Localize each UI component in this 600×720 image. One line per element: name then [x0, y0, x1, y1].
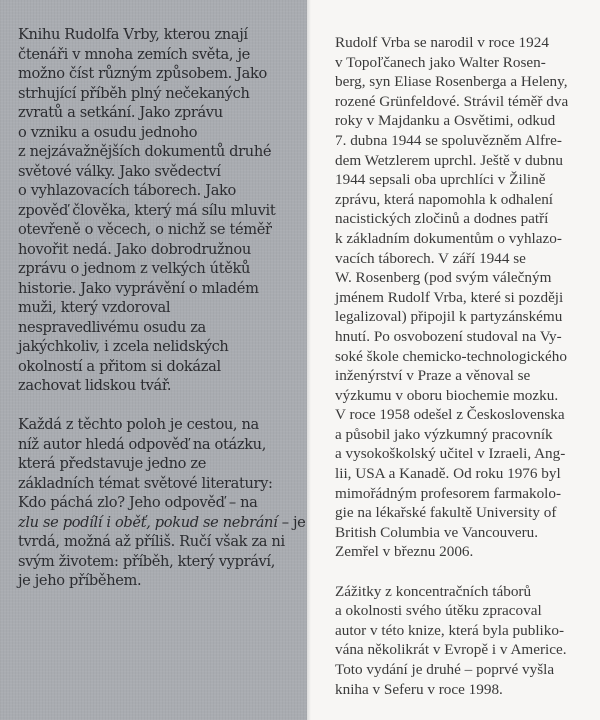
page-edge-divider: [307, 0, 311, 720]
text-line: gie na lékařské fakultě University of: [335, 504, 557, 522]
text-line: W. Rosenberg (pod svým válečným: [335, 269, 552, 287]
text-line: níž autor hledá odpověď na otázku,: [18, 435, 267, 453]
text-line: Zemřel v březnu 2006.: [335, 543, 474, 561]
text-line: nacistických zločinů a dodnes patří: [335, 210, 549, 228]
biography-paragraph-1: [335, 33, 600, 562]
text-line: k základním dokumentům o vyhlazo-: [335, 229, 562, 247]
text-line: Rudolf Vrba se narodil v roce 1924: [335, 34, 549, 51]
italic-quote: zlu se podílí i oběť, pokud se nebrání: [18, 513, 278, 531]
text-line: hovořit nedá. Jako dobrodružnou: [18, 240, 251, 258]
text-line: jakýchkoliv, i zcela nelidských: [18, 338, 229, 355]
text-line: roky v Majdanku a Osvětimi, odkud: [335, 112, 556, 130]
text-line: svým životem: příběh, který vypráví,: [18, 552, 276, 570]
text-line: legalizoval) připojil k partyzánskému: [335, 308, 563, 326]
text-line: soké škole chemicko-technologického: [335, 347, 567, 365]
text-line: dem Wetzlerem uprchl. Ještě v dubnu: [335, 151, 563, 169]
text-line: Knihu Rudolfa Vrby, kterou znají: [18, 26, 248, 43]
text-line: muži, který vzdoroval: [18, 299, 171, 316]
text-line: tvrdá, možná až příliš. Ručí však za ni: [18, 533, 285, 550]
text-line: autor v této knize, která byla publiko-: [335, 621, 565, 639]
text-line: světové války. Jako svědectví: [18, 162, 221, 180]
text-line: zvratů a setkání. Jako zprávu: [18, 104, 223, 121]
text-line: strhující příběh plný nečekaných: [18, 84, 250, 102]
text-line: vána několikrát v Evropě i v Americe.: [335, 641, 567, 659]
text-line: British Columbia ve Vancouveru.: [335, 523, 539, 541]
text-line: zachovat lidskou tvář.: [18, 377, 172, 394]
text-line: rozené Grünfeldové. Strávil téměř dva: [335, 92, 569, 110]
text-line: historie. Jako vyprávění o mladém: [18, 279, 259, 297]
text-line: která představuje jedno ze: [18, 455, 207, 472]
text-line: zpověď člověka, který má sílu mluvit: [18, 201, 276, 219]
text-line: V roce 1958 odešel z Československa: [335, 406, 565, 424]
text-line: je jeho příběhem.: [18, 572, 142, 589]
book-description-text: [18, 25, 306, 610]
text-line: možno číst různým způsobem. Jako: [18, 65, 267, 82]
description-paragraph-2: [18, 415, 306, 591]
text-line: vacích táborech. V září 1944 se: [335, 249, 526, 267]
text-line: z nejzávažnějších dokumentů druhé: [18, 143, 272, 160]
text-line: a okolnosti svého útěku zpracoval: [335, 602, 542, 620]
text-line: kniha v Seferu v roce 1998.: [335, 680, 503, 698]
text-line: zprávu, která napomohla k odhalení: [335, 190, 554, 208]
text-line: Toto vydání je druhé – poprvé vyšla: [335, 660, 555, 678]
text-line: okolností a přitom si dokázal: [18, 357, 221, 375]
text-line: a vysokoškolský učitel v Izraeli, Ang-: [335, 445, 566, 463]
text-line: Každá z těchto poloh je cestou, na: [18, 416, 259, 433]
text-line: o vzniku a osudu jednoho: [18, 123, 198, 141]
text-line: 7. dubna 1944 se spoluvězněm Alfre-: [335, 131, 562, 149]
text-line: otevřeně o věcech, o nichž se téměř: [18, 221, 272, 238]
text-line: v Topoľčanech jako Walter Rosen-: [335, 53, 546, 71]
description-paragraph-1: [18, 25, 303, 396]
text-line: o vyhlazovacích táborech. Jako: [18, 182, 236, 199]
text-line: jménem Rudolf Vrba, které si později: [335, 288, 564, 306]
text-line: a působil jako výzkumný pracovník: [335, 425, 553, 443]
text-line: zprávu o jednom z velkých útěků: [18, 260, 251, 277]
text-line: lii, USA a Kanadě. Od roku 1976 byl: [335, 465, 561, 483]
text-line: Kdo páchá zlo? Jeho odpověď – na: [18, 494, 258, 511]
text-line: čtenáři v mnoha zemích světa, je: [18, 45, 250, 63]
text-line: nespravedlivému osudu za: [18, 318, 206, 336]
text-line-with-quote: [18, 513, 306, 533]
biography-paragraph-2: [335, 582, 600, 700]
text-line: berg, syn Eliase Rosenberga a Heleny,: [335, 73, 568, 91]
text-line: Zážitky z koncentračních táborů: [335, 582, 532, 600]
text-line: inženýrství v Praze a věnoval se: [335, 367, 531, 385]
text-line: 1944 sepsali oba uprchlíci v Žilině: [335, 171, 546, 189]
text-line: mimořádným profesorem farmakolo-: [335, 484, 562, 502]
text-line: výzkumu v oboru biochemie mozku.: [335, 386, 559, 404]
quote-continuation: – je: [277, 513, 306, 531]
text-line: hnutí. Po osvobození studoval na Vy-: [335, 327, 562, 345]
author-biography-text: [335, 33, 600, 719]
text-line: základních témat světové literatury:: [18, 474, 273, 492]
